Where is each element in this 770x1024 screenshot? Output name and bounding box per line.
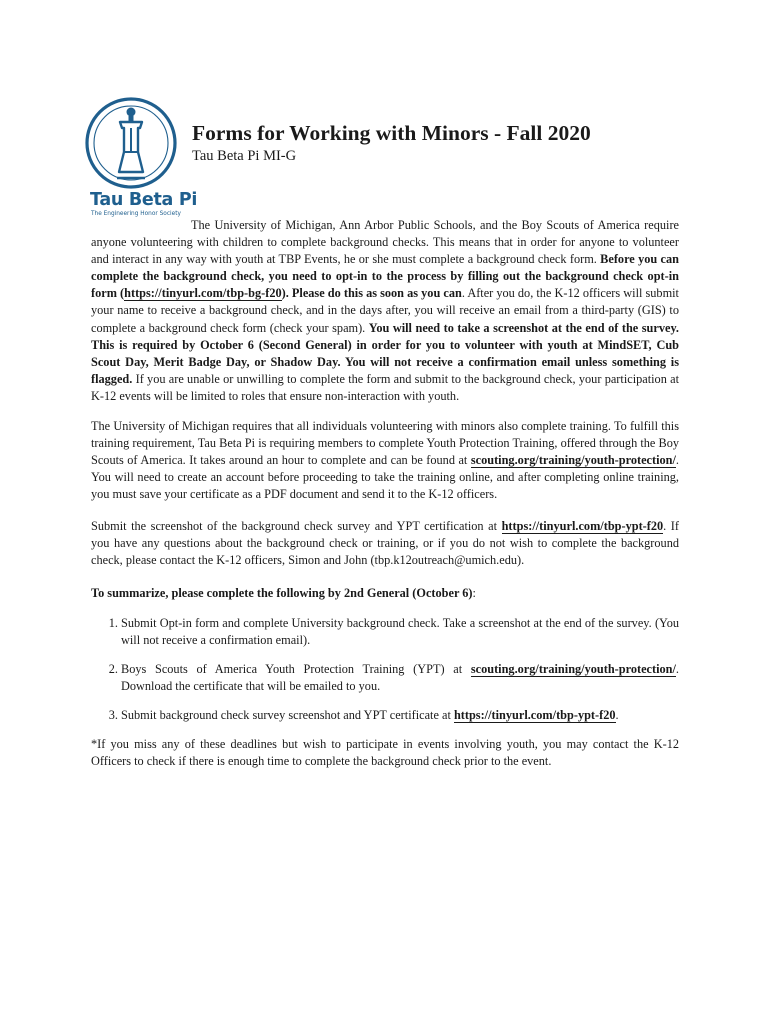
youth-protection-link[interactable]: scouting.org/training/youth-protection/ — [470, 662, 676, 677]
text-run: . After you do, the K-12 officers will submit your name to receive a background check, and in the days after, you will receive an email from a third-party (GIS) to complete a background check form (check your spam). — [91, 286, 679, 335]
list-item — [121, 661, 679, 695]
training-paragraph — [91, 418, 679, 503]
logo-wordmark: Tau Beta Pi — [90, 190, 198, 210]
document-body — [91, 217, 679, 771]
steps-list — [91, 615, 679, 724]
summary-heading-text: To summarize, please complete the following by 2nd General (October 6) — [91, 585, 473, 600]
ypt-submission-link[interactable]: https://tinyurl.com/tbp-ypt-f20 — [501, 518, 664, 533]
page-title: Forms for Working with Minors - Fall 2020 — [192, 121, 591, 145]
text-run: Submit background check survey screenshot and YPT certificate at — [121, 708, 454, 723]
text-run: Boys Scouts of America Youth Protection Training (YPT) at — [121, 662, 471, 677]
summary-heading — [91, 585, 679, 602]
logo-tagline: The Engineering Honor Society — [91, 211, 181, 217]
bold-run: Before you can complete the background check, you need to opt-in to the process by filling out the background check opt-in form ( — [91, 252, 680, 301]
youth-protection-link[interactable]: scouting.org/training/youth-protection/ — [470, 453, 676, 468]
text-run: If you are unable or unwilling to complete the form and submit to the background check, your participation at K-12 events will be limited to roles that ensure non-interaction with youth. — [91, 371, 679, 403]
text-run: : — [472, 585, 476, 600]
submission-paragraph — [91, 518, 679, 569]
bold-run: You will need to take a screenshot at the end of the survey. This is required by October 6 (Second General) in order for you to volunteer with youth at MindSET, Cub Scout Day, Merit Badge Day, or Shadow Day. You will not receive a confirmation email unless something is flagged. — [91, 320, 679, 386]
list-item — [121, 615, 679, 649]
text-run: . If you have any questions about the background check or training, or if you do not wish to complete the background check, please contact the K-12 officers, Simon and John (tbp.k12outreach@umich.edu). — [91, 518, 680, 567]
tau-beta-pi-logo — [84, 96, 198, 222]
background-check-paragraph — [91, 217, 679, 405]
text-run: Submit the screenshot of the background check survey and YPT certification at — [91, 518, 502, 533]
text-run: . Download the certificate that will be emailed to you. — [121, 662, 679, 694]
list-item — [121, 707, 679, 724]
text-run: The University of Michigan requires that all individuals volunteering with minors also complete training. To fulfill this training requirement, Tau Beta Pi is requiring members to complete Youth Protection Training, offered through the Boy Scouts of America. It takes around an hour to complete and can be found at — [91, 419, 679, 468]
page-subtitle: Tau Beta Pi MI-G — [192, 148, 297, 164]
text-run: . — [615, 708, 619, 723]
opt-in-form-link[interactable]: https://tinyurl.com/tbp-bg-f20 — [124, 286, 282, 301]
text-run: The University of Michigan, Ann Arbor Public Schools, and the Boy Scouts of America require anyone volunteering with children to complete background checks. This means that in order for anyone to volunteer and interact in any way with youth at TBP Events, he or she must complete a background check form. — [91, 218, 679, 267]
footnote: *If you miss any of these deadlines but wish to participate in events involving youth, you may contact the K-12 Officers to check if there is enough time to complete the background check prior to the event. — [91, 737, 679, 769]
step-1-text: Submit Opt-in form and complete University background check. Take a screenshot at the end of the survey. (You will not receive a confirmation email). — [121, 615, 679, 647]
ypt-submission-link[interactable]: https://tinyurl.com/tbp-ypt-f20 — [453, 708, 616, 723]
text-run: . You will need to create an account before proceeding to take the training online, and after completing online training, you must save your certificate as a PDF document and send it to the K-12 officers. — [91, 453, 679, 502]
bold-run: ). Please do this as soon as you can — [281, 286, 462, 301]
bent-emblem-icon — [84, 96, 184, 190]
